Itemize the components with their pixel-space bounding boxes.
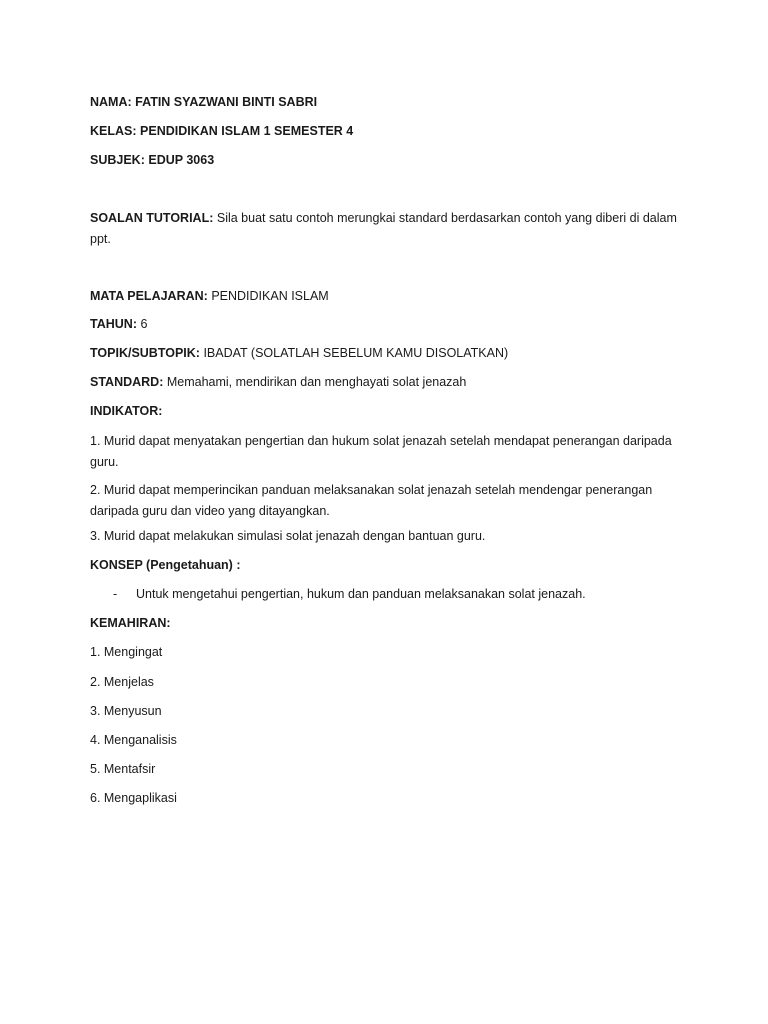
- topik-line: [90, 345, 508, 361]
- tahun-value: 6: [140, 317, 148, 331]
- kemahiran-item: 2. Menjelas: [90, 675, 154, 689]
- indikator-heading: [90, 403, 162, 419]
- konsep-label: KONSEP (Pengetahuan) :: [90, 558, 241, 572]
- konsep-bullet: -: [113, 587, 118, 601]
- kemahiran-heading: [90, 615, 171, 631]
- soalan-label: SOALAN TUTORIAL:: [90, 211, 214, 225]
- standard-value: Memahami, mendirikan dan menghayati solat jenazah: [166, 375, 467, 389]
- tahun-label: TAHUN:: [90, 317, 137, 331]
- kelas-line: [90, 123, 353, 139]
- subjek-value: EDUP 3063: [148, 153, 215, 167]
- standard-label: STANDARD:: [90, 375, 164, 389]
- mata-pelajaran-value: PENDIDIKAN ISLAM: [211, 289, 329, 303]
- kemahiran-label: KEMAHIRAN:: [90, 616, 171, 630]
- kemahiran-item: 1. Mengingat: [90, 645, 163, 659]
- subjek-label: SUBJEK:: [90, 153, 145, 167]
- indikator-item: 2. Murid dapat memperincikan panduan melaksanakan solat jenazah setelah mendengar penerangan daripada guru dan video yang ditayangkan.: [90, 483, 653, 518]
- indikator-label: INDIKATOR:: [90, 404, 163, 418]
- nama-value: FATIN SYAZWANI BINTI SABRI: [135, 95, 318, 109]
- kemahiran-item: 5. Mentafsir: [90, 762, 156, 776]
- soalan-text: Sila buat satu contoh merungkai standard berdasarkan contoh yang diberi di dalam ppt.: [90, 211, 677, 246]
- tahun-line: [90, 316, 147, 332]
- standard-line: [90, 374, 466, 390]
- konsep-text: Untuk mengetahui pengertian, hukum dan panduan melaksanakan solat jenazah.: [136, 587, 586, 601]
- nama-label: NAMA:: [90, 95, 132, 109]
- kemahiran-item: 3. Menyusun: [90, 704, 162, 718]
- konsep-heading: [90, 557, 240, 573]
- topik-label: TOPIK/SUBTOPIK:: [90, 346, 200, 360]
- subjek-line: [90, 152, 214, 168]
- soalan-tutorial: [90, 208, 680, 250]
- kemahiran-item: 4. Menganalisis: [90, 733, 177, 747]
- topik-value: IBADAT (SOLATLAH SEBELUM KAMU DISOLATKAN): [203, 346, 509, 360]
- indikator-item: 1. Murid dapat menyatakan pengertian dan hukum solat jenazah setelah mendapat penerangan daripada guru.: [90, 434, 672, 469]
- kelas-value: PENDIDIKAN ISLAM 1 SEMESTER 4: [140, 124, 354, 138]
- kelas-label: KELAS:: [90, 124, 137, 138]
- mata-pelajaran-label: MATA PELAJARAN:: [90, 289, 208, 303]
- indikator-item: 3. Murid dapat melakukan simulasi solat jenazah dengan bantuan guru.: [90, 529, 486, 543]
- kemahiran-item: 6. Mengaplikasi: [90, 791, 177, 805]
- mata-pelajaran-line: [90, 288, 329, 304]
- nama-line: [90, 94, 317, 110]
